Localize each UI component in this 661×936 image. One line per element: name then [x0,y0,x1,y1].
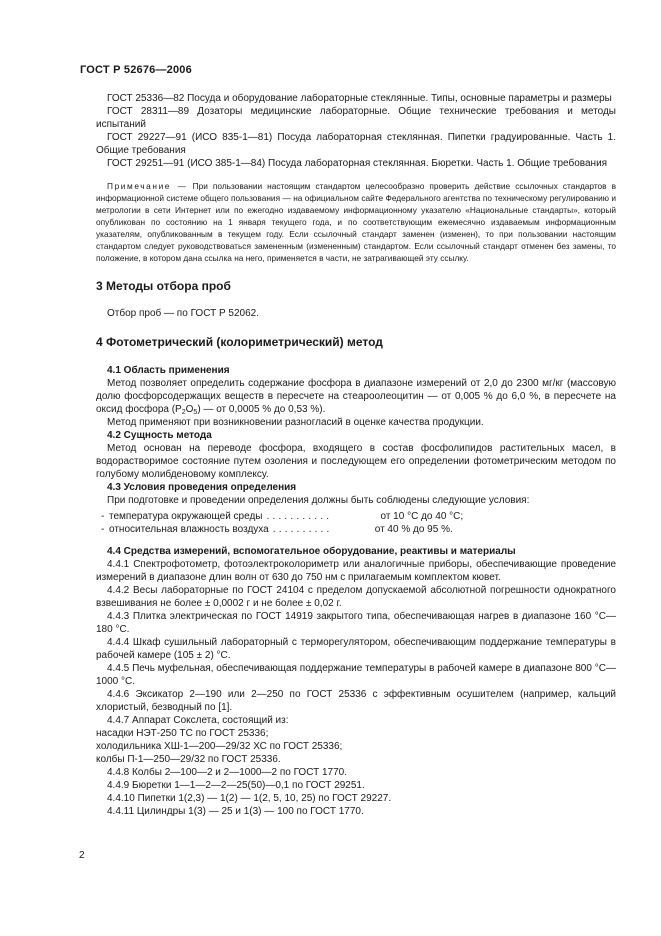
item: 4.4.5 Печь муфельная, обеспечивающая поддержание температуры в рабочей камере в диапазоне 800 °С—1000 °С. [96,663,616,687]
item: 4.4.6 Эксикатор 2—190 или 2—250 по ГОСТ 25336 с эффективным осушителем (например, кальций хлористый, безводный по [1]. [96,689,616,713]
subsection-4-3-title: 4.3 Условия проведения определения [107,482,297,493]
reference-item: ГОСТ 25336—82 Посуда и оборудование лабораторные стеклянные. Типы, основные параметры и размеры [107,93,612,104]
condition-row [101,510,616,523]
soxhlet-part: холодильника ХШ-1—200—29/32 ХС по ГОСТ 25336; [96,741,343,752]
condition-value: от 40 % до 95 %. [374,524,453,535]
item: 4.4.9 Бюретки 1—1—2—2—25(50)—0,1 по ГОСТ 29251. [107,780,365,791]
condition-value: от 10 °С до 40 °С; [380,511,464,522]
condition-label: температура окружающей среды [109,511,263,522]
subsection-4-4-title: 4.4 Средства измерений, вспомогательное оборудование, реактивы и материалы [107,546,516,557]
section-4 [96,335,616,818]
text-part: ) — от 0,0005 % до 0,53 %). [197,404,326,415]
dash: - [101,511,105,522]
soxhlet-part: колбы П-1—250—29/32 по ГОСТ 25336. [96,754,281,765]
note [96,180,616,264]
condition-row [101,523,616,536]
item: 4.4.2 Весы лабораторные по ГОСТ 24104 с пределом допускаемой абсолютной погрешности однократного взвешивания не более ± 0,0002 г и не более ± 0,02 г. [96,585,616,609]
reference-item: ГОСТ 29251—91 (ИСО 385-1—84) Посуда лабораторная стеклянная. Бюретки. Часть 1. Общие требования [107,158,608,169]
subsection-4-1-text-2: Метод применяют при возникновении разногласий в оценке качества продукции. [107,417,484,428]
normative-references [96,92,616,170]
item: 4.4.11 Цилиндры 1(3) — 25 и 1(3) — 100 по ГОСТ 1770. [107,806,364,817]
item: 4.4.7 Аппарат Сокслета, состоящий из: [107,715,289,726]
page-number: 2 [79,850,85,861]
subscript: 5 [193,409,198,416]
subscript: 2 [181,409,186,416]
section-4-title: 4 Фотометрический (колориметрический) метод [96,335,383,349]
subsection-4-1-text [96,377,616,416]
text-part: O [185,404,194,415]
item: 4.4.1 Спектрофотометр, фотоэлектроколориметр или аналогичные приборы, обеспечивающие проведение измерений в диапазоне длин волн от 630 до 750 нм с прилагаемым комплектом кювет. [96,559,616,583]
leader-dots: ........... [266,511,333,522]
condition-label: относительная влажность воздуха [109,524,269,535]
item: 4.4.3 Плитка электрическая по ГОСТ 14919 закрытого типа, обеспечивающая нагрев в диапазоне 160 °С—180 °С. [96,611,616,635]
item: 4.4.8 Колбы 2—100—2 и 2—1000—2 по ГОСТ 1770. [107,767,347,778]
section-3-text: Отбор проб — по ГОСТ Р 52062. [107,308,260,319]
subsection-4-3-text: При подготовке и проведении определения должны быть соблюдены следующие условия: [107,495,530,506]
subsection-4-2-text: Метод основан на переводе фосфора, входящего в состав фосфолипидов растительных масел, в водорастворимое состояние путем озоления и последующем его определении фотометрическим методом по голубому молибденовому комплексу. [96,443,616,480]
note-lead: Примечание — [107,181,188,191]
reference-item: ГОСТ 28311—89 Дозаторы медицинские лабораторные. Общие технические требования и методы испытаний [96,106,616,130]
section-3 [96,279,616,320]
leader-dots: .......... [272,524,333,535]
item: 4.4.10 Пипетки 1(2,3) — 1(2) — 1(2, 5, 10, 25) по ГОСТ 29227. [107,793,392,804]
page-header: ГОСТ Р 52676—2006 [80,64,192,76]
subsection-4-1-title: 4.1 Область применения [107,365,230,376]
reference-item: ГОСТ 29227—91 (ИСО 835-1—81) Посуда лабораторная стеклянная. Пипетки градуированные. Часть 1. Общие требования [96,132,616,156]
page-content [96,92,617,818]
section-3-title: 3 Методы отбора проб [96,279,231,293]
dash: - [101,524,105,535]
item: 4.4.4 Шкаф сушильный лабораторный с терморегулятором, обеспечивающим поддержание температуры в рабочей камере (105 ± 2) °С. [96,637,616,661]
note-text: При пользовании настоящим стандартом целесообразно проверить действие ссылочных стандартов в информационной системе общего пользования — на официальном сайте Федерального агентства по техническому регулированию и метрологии в сети Интернет или по ежегодно издаваемому информационному указателю «Национальные стандарты», который опубликован по состоянию на 1 января текущего года, и по соответствующим ежемесячно издаваемым информационным указателям, опубликованным в текущем году. Если ссылочный стандарт заменен (изменен), то при пользовании настоящим стандартом следует руководствоваться замененным (измененным) стандартом. Если ссылочный стандарт отменен без замены, то положение, в котором дана ссылка на него, применяется в части, не затрагивающей эту ссылку. [96,181,617,263]
soxhlet-part: насадки НЭТ-250 ТС по ГОСТ 25336; [96,728,269,739]
subsection-4-2-title: 4.2 Сущность метода [107,430,212,441]
text-part: Метод позволяет определить содержание фосфора в диапазоне измерений от 2,0 до 2300 мг/кг (массовую долю фосфорсодержащих веществ в пересчете на стеароолеоцитин — от 0,005 % до 6,0 %, в пересчете на оксид фосфора (P [96,378,616,415]
